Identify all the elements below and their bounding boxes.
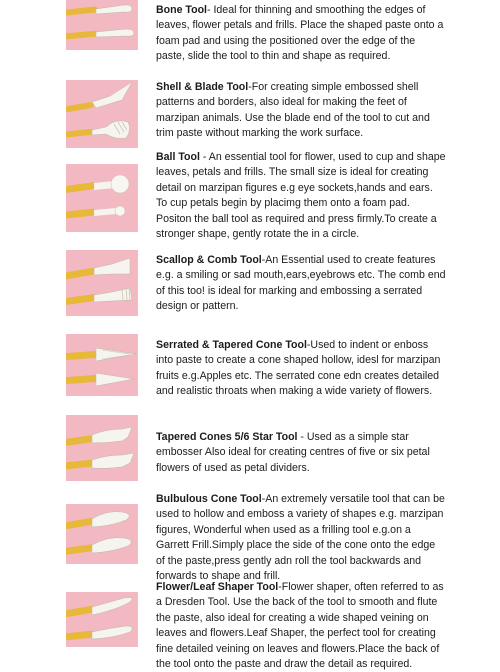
scallop-comb-tool-icon <box>66 250 138 316</box>
tool-description <box>156 253 446 315</box>
tool-title: Serrated & Tapered Cone Tool <box>156 339 307 351</box>
tool-text: -An extremely versatile tool that can be used to hollow and emboss a variety of shapes e.g. marzipan figures, Wonderful when used as a frilling tool e.g.on a Garrett Frill.Simply place the side of the cone onto the edge of the paste,press gently adn roll the tool backwards and forwards to shape and frill. <box>156 493 445 583</box>
ball-tool-icon <box>66 164 138 232</box>
tool-title: Scallop & Comb Tool <box>156 254 262 266</box>
tool-description <box>156 150 446 242</box>
serrated-cone-tool-icon <box>66 334 138 396</box>
star-tool-icon <box>66 415 138 481</box>
tool-title: Bone Tool <box>156 4 207 16</box>
tool-description <box>156 492 446 584</box>
tool-title: Shell & Blade Tool <box>156 81 249 93</box>
bulbulous-cone-tool-icon <box>66 504 138 564</box>
tool-description <box>156 80 446 142</box>
tool-text: -Used to indent or enboss into paste to create a cone shaped hollow, idesl for marzipan fruits e.g.Apples etc. The serrated cone edn creates detailed and realistic throats when making a wide variety of flowers. <box>156 339 441 398</box>
shell-blade-tool-icon <box>66 80 138 148</box>
tool-text: - Used as a simple star embosser Also ideal for creating centres of five or six petal flowers of used as petal dividers. <box>156 431 430 474</box>
tool-text: - An essential tool for flower, used to cup and shape leaves, petals and frills. The small size is ideal for creating detail on marzipan figures e.g eye sockets,hands and ears. To cup petals begin by placimg them onto a foam pad. Positon the ball tool as required and press firmly.To create a stronger shape, gently rotate the in a circle. <box>156 151 446 241</box>
tool-text: -An Essential used to create features e.g. a smiling or sad mouth,ears,eyebrows etc. The comb end of this too! is ideal for marking and embossing a serrated design or pattern. <box>156 254 446 313</box>
tool-title: Tapered Cones 5/6 Star Tool <box>156 431 298 443</box>
tool-description <box>156 3 446 65</box>
tool-text: - Ideal for thinning and smoothing the edges of leaves, flower petals and frills. Place the shaped paste onto a foam pad and using the positioned over the edge of the paste, slide the tool to thin and shape as required. <box>156 4 444 63</box>
tool-title: Ball Tool <box>156 151 200 163</box>
tool-description <box>156 430 446 476</box>
flower-leaf-tool-icon <box>66 592 138 647</box>
tool-description <box>156 338 446 400</box>
bone-tool-icon <box>66 0 138 50</box>
tool-text: -Flower shaper, often referred to as a Dresden Tool. Use the back of the tool to smooth and flute the paste, also ideal for creating a wide shaped veining on leaves and flowers.Leaf Shaper, the perfect tool for creating fine detailed veining on leaves and flowers.Place the back of the tool onto the paste and draw the detail as required. <box>156 581 444 671</box>
tool-title: Bulbulous Cone Tool <box>156 493 262 505</box>
tool-description <box>156 580 446 672</box>
tool-text: -For creating simple embossed shell patterns and borders, also ideal for making the feet of marzipan animals. Use the blade end of the tool to cut and trim paste without marking the work surface. <box>156 81 430 140</box>
tool-title: Flower/Leaf Shaper Tool <box>156 581 279 593</box>
